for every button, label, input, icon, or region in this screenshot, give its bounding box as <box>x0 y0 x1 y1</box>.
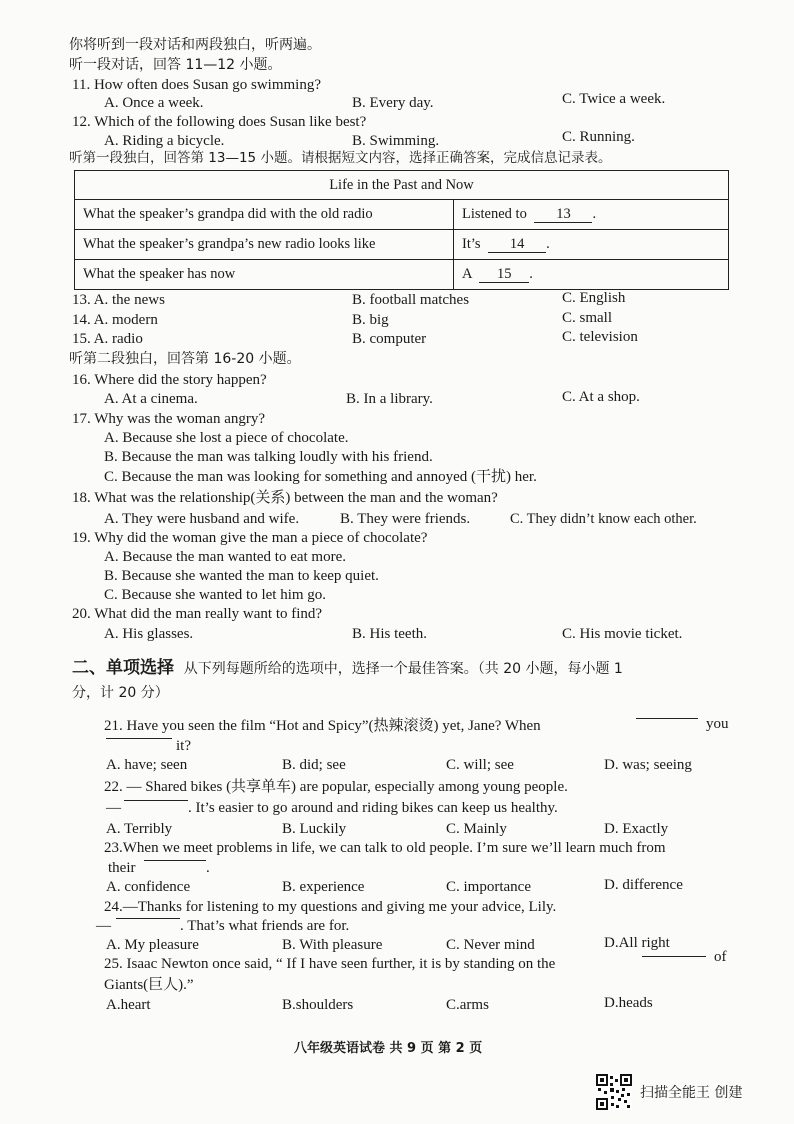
table-row <box>75 200 729 230</box>
q19-option-b: B. Because she wanted the man to keep quiet. <box>104 568 379 584</box>
answer-blank: 14 <box>488 236 546 253</box>
q22-option-c: C. Mainly <box>446 821 507 837</box>
info-record-table <box>74 170 729 290</box>
table-title: Life in the Past and Now <box>75 171 729 200</box>
q24-blank <box>116 918 180 919</box>
q15-option-a: 15. A. radio <box>72 331 143 347</box>
q12-option-a: A. Riding a bicycle. <box>104 133 225 149</box>
question-24-line2: . That’s what friends are for. <box>180 918 350 934</box>
q24-option-d: D.All right <box>604 935 670 951</box>
q25-blank <box>642 956 706 957</box>
q23-blank <box>144 860 206 861</box>
q25-option-d: D.heads <box>604 995 653 1011</box>
q22-option-b: B. Luckily <box>282 821 347 837</box>
question-23-line2: their <box>108 860 136 876</box>
q25-option-b: B.shoulders <box>282 997 354 1013</box>
q15-option-c: C. television <box>562 329 638 345</box>
q18-option-b: B. They were friends. <box>340 511 471 527</box>
question-20: 20. What did the man really want to find? <box>72 606 323 622</box>
q22-option-a: A. Terribly <box>106 821 173 837</box>
q19-option-a: A. Because the man wanted to eat more. <box>104 549 346 565</box>
q14-option-a: 14. A. modern <box>72 312 158 328</box>
section2-instruction: 从下列每题所给的选项中，选择一个最佳答案。（共 20 小题，每小题 1 <box>183 661 623 677</box>
question-23-line1: 23.When we meet problems in life, we can talk to old people. I’m sure we’ll learn much from <box>104 840 666 856</box>
qr-code-icon <box>596 1074 632 1110</box>
q16-option-b: B. In a library. <box>346 391 433 407</box>
table-cell: What the speaker’s grandpa’s new radio looks like <box>75 230 454 260</box>
q24-option-c: C. Never mind <box>446 937 535 953</box>
q19-option-c: C. Because she wanted to let him go. <box>104 587 327 603</box>
q25-option-a: A.heart <box>106 997 151 1013</box>
q25-of: of <box>714 949 727 965</box>
q24-option-b: B. With pleasure <box>282 937 383 953</box>
question-25-line1: 25. Isaac Newton once said, “ If I have seen further, it is by standing on the <box>104 956 556 972</box>
q11-option-a: A. Once a week. <box>104 95 204 111</box>
q14-option-c: C. small <box>562 310 613 326</box>
question-17: 17. Why was the woman angry? <box>72 411 266 427</box>
q21-you: you <box>706 716 729 732</box>
answer-blank: 15 <box>479 266 529 283</box>
answer-prefix: A <box>462 266 472 282</box>
table-row <box>75 230 729 260</box>
dialog-instruction: 听一段对话，回答 11—12 小题。 <box>69 57 282 73</box>
q21-option-c: C. will; see <box>446 757 514 773</box>
q12-option-b: B. Swimming. <box>352 133 440 149</box>
question-18: 18. What was the relationship(关系) between the man and the woman? <box>72 490 498 506</box>
q17-option-b: B. Because the man was talking loudly with his friend. <box>104 449 433 465</box>
q15-option-b: B. computer <box>352 331 427 347</box>
q24-option-a: A. My pleasure <box>106 937 199 953</box>
q21-option-a: A. have; seen <box>106 757 188 773</box>
q23-option-c: C. importance <box>446 879 531 895</box>
listening-intro: 你将听到一段对话和两段独白，听两遍。 <box>69 37 321 53</box>
q23-option-b: B. experience <box>282 879 365 895</box>
section2-instruction-cont: 分，计 20 分） <box>72 685 169 701</box>
q22-blank <box>124 800 188 801</box>
q20-option-a: A. His glasses. <box>104 626 194 642</box>
q11-option-c: C. Twice a week. <box>562 91 666 107</box>
q17-option-c: C. Because the man was looking for something and annoyed (干扰) her. <box>104 469 537 485</box>
q21-option-d: D. was; seeing <box>604 757 692 773</box>
q21-blank1 <box>636 718 698 719</box>
table-cell: Listened to 13 . <box>454 200 729 230</box>
q17-option-a: A. Because she lost a piece of chocolate. <box>104 430 349 446</box>
table-row <box>75 260 729 290</box>
q24-dash: — <box>96 918 111 934</box>
q18-option-a: A. They were husband and wife. <box>104 511 300 527</box>
question-12: 12. Which of the following does Susan like best? <box>72 114 367 130</box>
q23-option-d: D. difference <box>604 877 683 893</box>
q13-option-c: C. English <box>562 290 626 306</box>
question-16: 16. Where did the story happen? <box>72 372 267 388</box>
q20-option-b: B. His teeth. <box>352 626 427 642</box>
monologue2-instruction: 听第二段独白，回答第 16-20 小题。 <box>69 351 301 367</box>
section2-title: 二、单项选择 <box>72 658 174 678</box>
question-24-line1: 24.—Thanks for listening to my questions and giving me your advice, Lily. <box>104 899 557 915</box>
answer-prefix: Listened to <box>462 206 527 222</box>
monologue1-instruction: 听第一段独白，回答第 13—15 小题。请根据短文内容，选择正确答案，完成信息记录表。 <box>69 150 612 166</box>
question-19: 19. Why did the woman give the man a piece of chocolate? <box>72 530 428 546</box>
question-22-line1: 22. — Shared bikes (共享单车) are popular, especially among young people. <box>104 779 568 795</box>
answer-prefix: It’s <box>462 236 481 252</box>
q11-option-b: B. Every day. <box>352 95 434 111</box>
table-cell: What the speaker has now <box>75 260 454 290</box>
q22-option-d: D. Exactly <box>604 821 669 837</box>
q16-option-c: C. At a shop. <box>562 389 640 405</box>
q23-period: . <box>206 860 210 876</box>
q13-option-b: B. football matches <box>352 292 470 308</box>
question-21-line1: 21. Have you seen the film “Hot and Spicy”(热辣滚烫) yet, Jane? When <box>104 718 541 734</box>
question-25-line2: Giants(巨人).” <box>104 977 194 993</box>
q23-option-a: A. confidence <box>106 879 191 895</box>
q21-blank2 <box>106 738 172 739</box>
question-21-line2: it? <box>176 738 191 754</box>
table-cell: A 15 . <box>454 260 729 290</box>
scanner-watermark: 扫描全能王 创建 <box>640 1085 743 1101</box>
answer-blank: 13 <box>534 206 592 223</box>
q13-option-a: 13. A. the news <box>72 292 165 308</box>
question-11: 11. How often does Susan go swimming? <box>72 77 322 93</box>
q16-option-a: A. At a cinema. <box>104 391 198 407</box>
q12-option-c: C. Running. <box>562 129 635 145</box>
q14-option-b: B. big <box>352 312 389 328</box>
table-cell: It’s 14 . <box>454 230 729 260</box>
q21-option-b: B. did; see <box>282 757 346 773</box>
q22-dash: — <box>106 800 121 816</box>
section2-heading <box>72 657 623 680</box>
page-footer: 八年级英语试卷 共 9 页 第 2 页 <box>294 1041 483 1056</box>
question-22-line2: . It’s easier to go around and riding bikes can keep us healthy. <box>188 800 558 816</box>
q18-option-c: C. They didn’t know each other. <box>510 511 697 527</box>
table-cell: What the speaker’s grandpa did with the old radio <box>75 200 454 230</box>
q25-option-c: C.arms <box>446 997 489 1013</box>
q20-option-c: C. His movie ticket. <box>562 626 683 642</box>
